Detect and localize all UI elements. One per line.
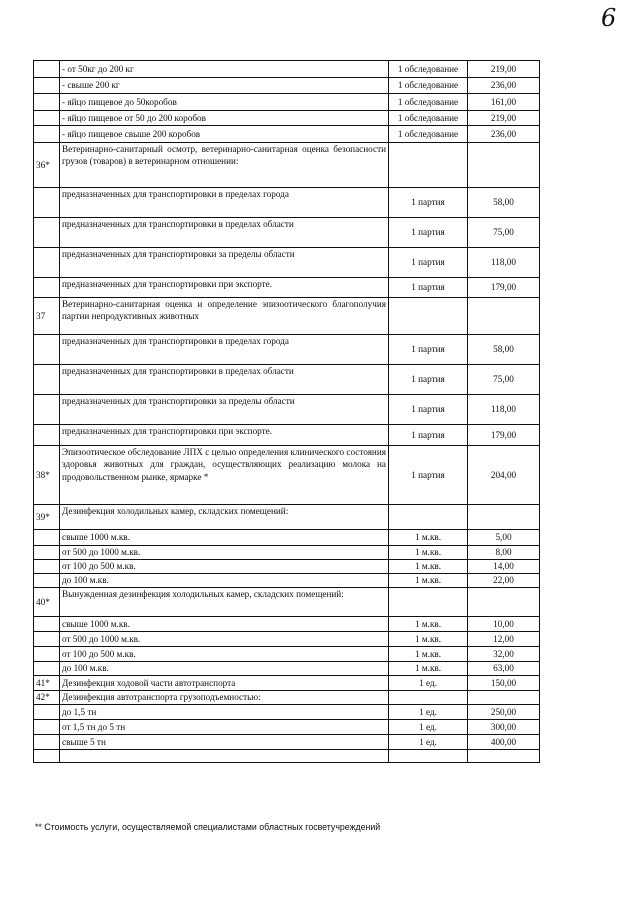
- service-description: Дезинфекция ходовой части автотранспорта: [60, 676, 389, 691]
- service-description: - яйцо пищевое от 50 до 200 коробов: [60, 111, 389, 126]
- table-row: [34, 530, 540, 546]
- service-description: свыше 5 тн: [60, 735, 389, 750]
- service-price: 32,00: [468, 647, 540, 662]
- unit-of-measure: [389, 588, 468, 617]
- service-description: предназначенных для транспортировки при экспорте.: [60, 278, 389, 298]
- table-row: [34, 365, 540, 395]
- service-price: [468, 298, 540, 335]
- unit-of-measure: 1 обследование: [389, 111, 468, 126]
- service-price: 179,00: [468, 278, 540, 298]
- service-price: 10,00: [468, 617, 540, 632]
- service-price: [468, 750, 540, 763]
- row-number: [34, 574, 60, 588]
- unit-of-measure: 1 м.кв.: [389, 546, 468, 560]
- service-price: 204,00: [468, 446, 540, 505]
- service-description: Ветеринарно-санитарная оценка и определение эпизоотического благополучия партии непродуктивных животных: [60, 298, 389, 335]
- service-price: 63,00: [468, 662, 540, 676]
- unit-of-measure: 1 ед.: [389, 735, 468, 750]
- service-description: предназначенных для транспортировки за пределы области: [60, 248, 389, 278]
- service-price: 219,00: [468, 111, 540, 126]
- service-price: 8,00: [468, 546, 540, 560]
- table-row: [34, 395, 540, 425]
- table-row: [34, 720, 540, 735]
- service-price: 75,00: [468, 365, 540, 395]
- service-description: предназначенных для транспортировки за пределы области: [60, 395, 389, 425]
- unit-of-measure: 1 м.кв.: [389, 647, 468, 662]
- row-number: [34, 218, 60, 248]
- service-price: 236,00: [468, 78, 540, 94]
- unit-of-measure: 1 партия: [389, 395, 468, 425]
- service-description: Вынужденная дезинфекция холодильных камер, складских помещений:: [60, 588, 389, 617]
- row-number: 36*: [34, 143, 60, 188]
- row-number: [34, 705, 60, 720]
- service-description: Ветеринарно-санитарный осмотр, ветеринарно-санитарная оценка безопасности грузов (товаров) в ветеринарном отношении:: [60, 143, 389, 188]
- table-row: [34, 617, 540, 632]
- service-description: до 1,5 тн: [60, 705, 389, 720]
- unit-of-measure: 1 ед.: [389, 676, 468, 691]
- service-description: - от 50кг до 200 кг: [60, 61, 389, 78]
- unit-of-measure: [389, 750, 468, 763]
- table-row: [34, 505, 540, 530]
- table-row: [34, 560, 540, 574]
- service-price: 118,00: [468, 395, 540, 425]
- unit-of-measure: 1 партия: [389, 365, 468, 395]
- service-description: - яйцо пищевое до 50коробов: [60, 94, 389, 111]
- service-description: [60, 750, 389, 763]
- price-list-table: [33, 60, 540, 763]
- service-price: 161,00: [468, 94, 540, 111]
- table-row: [34, 94, 540, 111]
- service-description: Дезинфекция холодильных камер, складских помещений:: [60, 505, 389, 530]
- unit-of-measure: 1 партия: [389, 335, 468, 365]
- table-row: [34, 111, 540, 126]
- service-price: 179,00: [468, 425, 540, 446]
- table-row: [34, 61, 540, 78]
- service-description: предназначенных для транспортировки в пределах города: [60, 188, 389, 218]
- row-number: [34, 617, 60, 632]
- row-number: 39*: [34, 505, 60, 530]
- service-price: 118,00: [468, 248, 540, 278]
- service-price: 300,00: [468, 720, 540, 735]
- unit-of-measure: 1 обследование: [389, 61, 468, 78]
- row-number: [34, 425, 60, 446]
- row-number: [34, 188, 60, 218]
- service-description: от 100 до 500 м.кв.: [60, 647, 389, 662]
- row-number: [34, 647, 60, 662]
- table-row: [34, 691, 540, 705]
- table-row: [34, 647, 540, 662]
- service-price: 12,00: [468, 632, 540, 647]
- row-number: 38*: [34, 446, 60, 505]
- table-row: [34, 662, 540, 676]
- row-number: [34, 530, 60, 546]
- table-row: [34, 574, 540, 588]
- unit-of-measure: 1 партия: [389, 278, 468, 298]
- service-description: от 500 до 1000 м.кв.: [60, 632, 389, 647]
- service-description: предназначенных для транспортировки в пределах области: [60, 218, 389, 248]
- service-price: 22,00: [468, 574, 540, 588]
- table-row: [34, 335, 540, 365]
- unit-of-measure: 1 м.кв.: [389, 530, 468, 546]
- unit-of-measure: 1 партия: [389, 425, 468, 446]
- row-number: [34, 662, 60, 676]
- service-price: [468, 143, 540, 188]
- service-description: от 1,5 тн до 5 тн: [60, 720, 389, 735]
- row-number: [34, 335, 60, 365]
- table-row: [34, 78, 540, 94]
- service-description: Эпизоотическое обследование ЛПХ с целью определения клинического состояния здоровья животных для граждан, осуществляющих реализацию молока на продовольственном рынке, ярмарке *: [60, 446, 389, 505]
- table-row: [34, 218, 540, 248]
- unit-of-measure: [389, 298, 468, 335]
- unit-of-measure: 1 ед.: [389, 705, 468, 720]
- row-number: [34, 94, 60, 111]
- service-description: свыше 1000 м.кв.: [60, 530, 389, 546]
- unit-of-measure: 1 м.кв.: [389, 662, 468, 676]
- service-description: от 500 до 1000 м.кв.: [60, 546, 389, 560]
- unit-of-measure: 1 ед.: [389, 720, 468, 735]
- unit-of-measure: 1 м.кв.: [389, 574, 468, 588]
- service-description: - яйцо пищевое свыше 200 коробов: [60, 126, 389, 143]
- row-number: 42*: [34, 691, 60, 705]
- table-row: [34, 676, 540, 691]
- service-price: 58,00: [468, 335, 540, 365]
- service-price: 14,00: [468, 560, 540, 574]
- service-description: предназначенных для транспортировки в пределах области: [60, 365, 389, 395]
- page-number: 6: [601, 4, 617, 32]
- unit-of-measure: 1 партия: [389, 218, 468, 248]
- service-description: от 100 до 500 м.кв.: [60, 560, 389, 574]
- row-number: [34, 546, 60, 560]
- unit-of-measure: 1 м.кв.: [389, 632, 468, 647]
- row-number: [34, 365, 60, 395]
- table-row: [34, 735, 540, 750]
- table-row: [34, 705, 540, 720]
- row-number: [34, 78, 60, 94]
- row-number: [34, 278, 60, 298]
- row-number: [34, 248, 60, 278]
- service-description: свыше 1000 м.кв.: [60, 617, 389, 632]
- unit-of-measure: 1 партия: [389, 446, 468, 505]
- service-description: - свыше 200 кг: [60, 78, 389, 94]
- service-description: предназначенных для транспортировки в пределах города: [60, 335, 389, 365]
- table-row: [34, 278, 540, 298]
- row-number: [34, 560, 60, 574]
- service-price: [468, 505, 540, 530]
- service-price: 58,00: [468, 188, 540, 218]
- service-price: 75,00: [468, 218, 540, 248]
- service-price: 219,00: [468, 61, 540, 78]
- table-row: [34, 446, 540, 505]
- row-number: 41*: [34, 676, 60, 691]
- row-number: [34, 111, 60, 126]
- service-price: 400,00: [468, 735, 540, 750]
- table-row: [34, 248, 540, 278]
- row-number: [34, 735, 60, 750]
- row-number: [34, 750, 60, 763]
- service-price: 236,00: [468, 126, 540, 143]
- row-number: 37: [34, 298, 60, 335]
- row-number: [34, 126, 60, 143]
- table-row: [34, 126, 540, 143]
- table-row: [34, 588, 540, 617]
- service-description: до 100 м.кв.: [60, 662, 389, 676]
- table-row: [34, 143, 540, 188]
- service-description: до 100 м.кв.: [60, 574, 389, 588]
- table-row: [34, 750, 540, 763]
- service-description: Дезинфекция автотранспорта грузоподъемностью:: [60, 691, 389, 705]
- unit-of-measure: 1 обследование: [389, 78, 468, 94]
- row-number: 40*: [34, 588, 60, 617]
- service-price: [468, 588, 540, 617]
- unit-of-measure: 1 м.кв.: [389, 617, 468, 632]
- price-list-body: [34, 61, 540, 763]
- service-price: 5,00: [468, 530, 540, 546]
- unit-of-measure: [389, 143, 468, 188]
- unit-of-measure: [389, 691, 468, 705]
- unit-of-measure: 1 м.кв.: [389, 560, 468, 574]
- unit-of-measure: 1 обследование: [389, 94, 468, 111]
- service-price: 250,00: [468, 705, 540, 720]
- row-number: [34, 395, 60, 425]
- row-number: [34, 61, 60, 78]
- unit-of-measure: 1 обследование: [389, 126, 468, 143]
- row-number: [34, 720, 60, 735]
- table-row: [34, 546, 540, 560]
- service-price: 150,00: [468, 676, 540, 691]
- footnote: ** Стоимость услуги, осуществляемой специалистами областных госветучреждений: [35, 822, 381, 832]
- table-row: [34, 632, 540, 647]
- unit-of-measure: [389, 505, 468, 530]
- table-row: [34, 425, 540, 446]
- unit-of-measure: 1 партия: [389, 188, 468, 218]
- table-row: [34, 188, 540, 218]
- row-number: [34, 632, 60, 647]
- service-description: предназначенных для транспортировки при экспорте.: [60, 425, 389, 446]
- service-price: [468, 691, 540, 705]
- unit-of-measure: 1 партия: [389, 248, 468, 278]
- table-row: [34, 298, 540, 335]
